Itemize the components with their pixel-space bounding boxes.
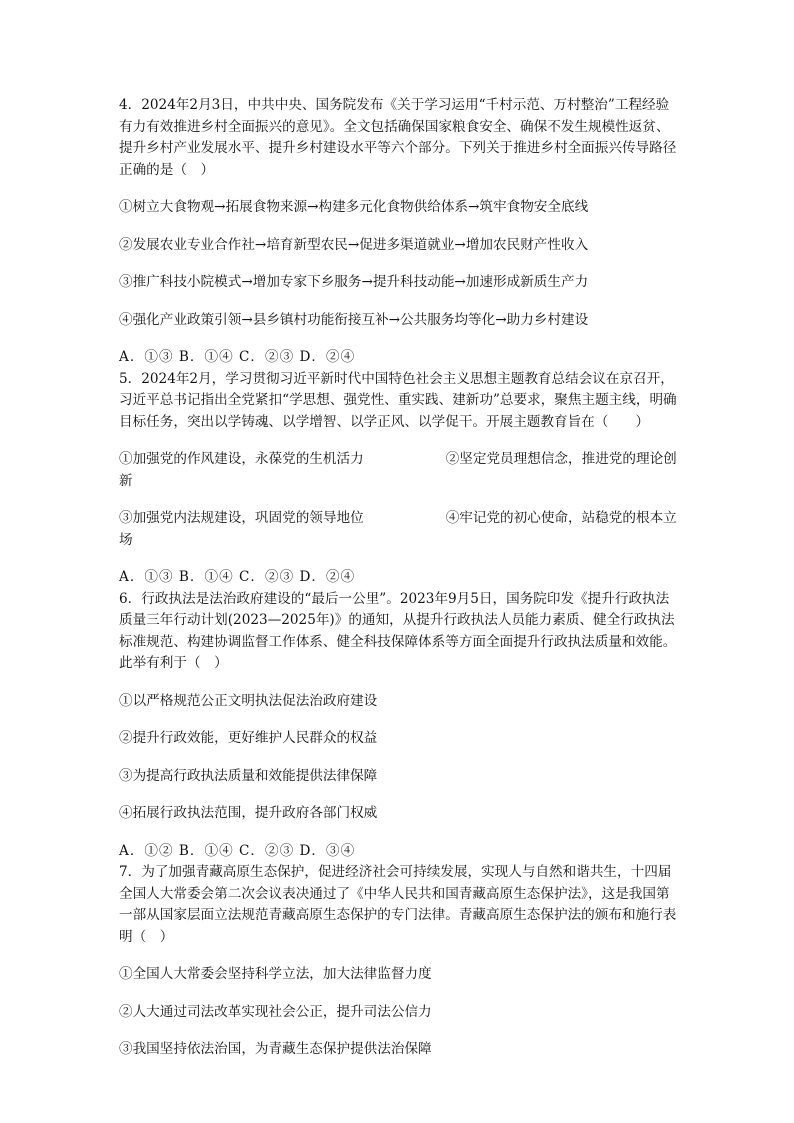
question-stem: 4．2024年2月3日，中共中央、国务院发布《关于学习运用“千村示范、万村整治”工程经验有力有效推进乡村全面振兴的意见》。全文包括确保国家粮食安全、确保不发生规模性返贫、提升乡村产业发展水平、提升乡村建设水平等六个部分。下列关于推进乡村全面振兴传导路径正确的是（ ）	[119, 97, 677, 178]
answer-choices: A．①② B．①④ C．②③ D．③④	[119, 842, 356, 859]
option-2: ②坚定党员理想信念，推进党的理论创新	[119, 451, 677, 489]
option-1: ①树立大食物观→拓展食物来源→构建多元化食物供给体系→筑牢食物安全底线	[119, 199, 589, 215]
option-3-4	[119, 508, 679, 551]
question-4	[119, 95, 679, 369]
option-2: ②人大通过司法改革实现社会公正，提升司法公信力	[119, 1003, 432, 1020]
option-4: ④牢记党的初心使命，站稳党的根本立场	[119, 510, 677, 548]
option-3: ③为提高行政执法质量和效能提供法律保障	[119, 767, 378, 784]
option-3: ③推广科技小院模式→增加专家下乡服务→提升科技动能→加速形成新质生产力	[119, 274, 589, 290]
option-2: ②提升行政效能，更好维护人民群众的权益	[119, 730, 378, 746]
option-1: ①加强党的作风建设，永葆党的生机活力	[119, 451, 364, 467]
answer-choices: A．①③ B．①④ C．②③ D．②④	[119, 569, 356, 585]
answer-choices: A．①③ B．①④ C．②③ D．②④	[119, 349, 356, 365]
option-1-2	[119, 449, 679, 492]
question-stem: 5．2024年2月，学习贯彻习近平新时代中国特色社会主义思想主题教育总结会议在京召开，习近平总书记指出全党紧扣“学思想、强党性、重实践、建新功”总要求，聚焦主题主线，明确目标任务，突出以学铸魂、以学增智、以学正风、以学促干。开展主题教育旨在（ ）	[119, 370, 677, 430]
question-5	[119, 369, 679, 589]
option-1: ①以严格规范公正文明执法促法治政府建设	[119, 692, 378, 709]
question-stem: 7．为了加强青藏高原生态保护，促进经济社会可持续发展，实现人与自然和谐共生，十四届全国人大常委会第二次会议表决通过了《中华人民共和国青藏高原生态保护法》，这是我国第一部从国家层面立法规范青藏高原生态保护的专门法律。青藏高原生态保护法的颁布和施行表明（ ）	[119, 864, 677, 945]
option-4: ④强化产业政策引领→县乡镇村功能衔接互补→公共服务均等化→助力乡村建设	[119, 311, 589, 328]
option-1: ①全国人大常委会坚持科学立法，加大法律监督力度	[119, 966, 432, 982]
option-3: ③加强党内法规建设，巩固党的领导地位	[119, 510, 364, 526]
question-stem: 6．行政执法是法治政府建设的“最后一公里”。2023年9月5日，国务院印发《提升行政执法质量三年行动计划(2023—2025年)》的通知，从提升行政执法人员能力素质、健全行政执法标准规范、构建协调监督工作体系、健全科技保障体系等方面全面提升行政执法质量和效能。此举有利于（ ）	[119, 590, 677, 671]
option-4: ④拓展行政执法范围，提升政府各部门权威	[119, 805, 378, 821]
question-6	[119, 589, 679, 863]
option-3: ③我国坚持依法治国，为青藏生态保护提供法治保障	[119, 1041, 432, 1057]
option-2: ②发展农业专业合作社→培育新型农民→促进多渠道就业→增加农民财产性收入	[119, 236, 589, 253]
question-7	[119, 862, 679, 1061]
exam-page	[119, 95, 679, 1061]
